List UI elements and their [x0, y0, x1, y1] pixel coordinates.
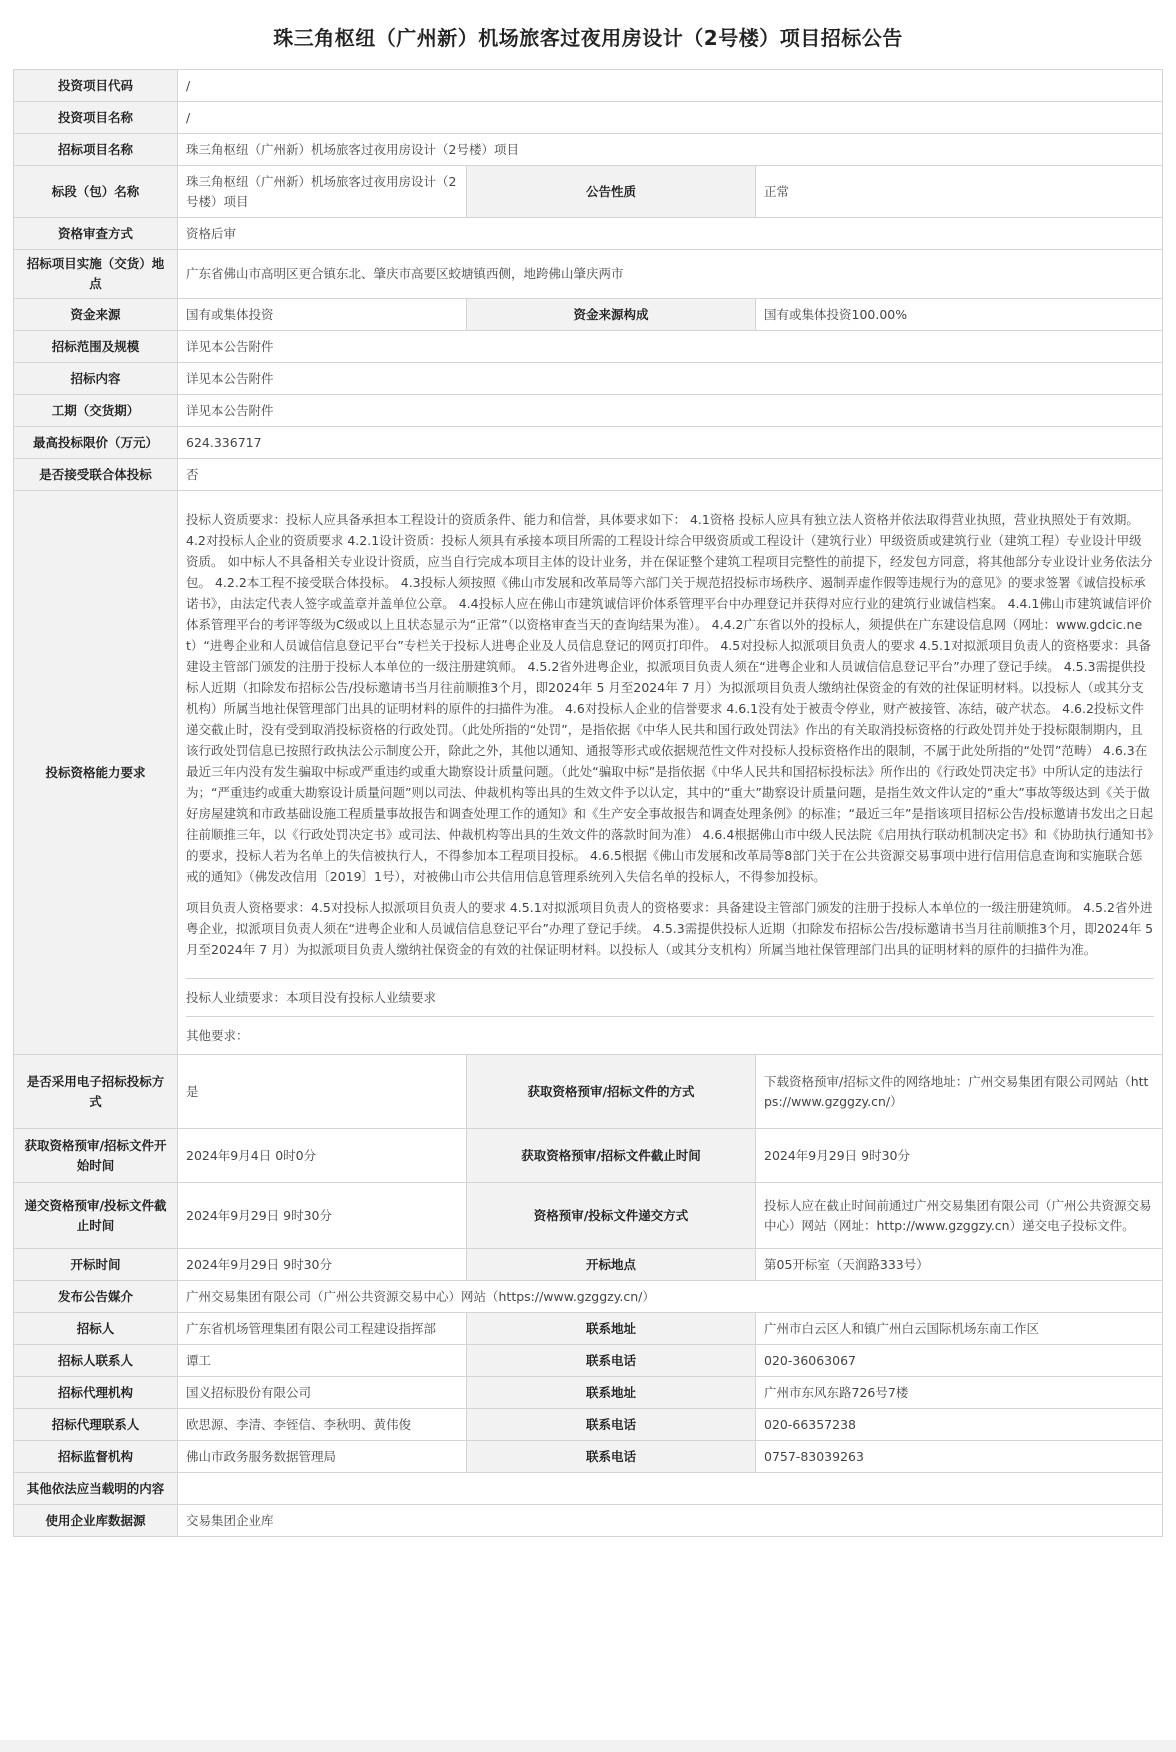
table-row: [14, 395, 1163, 427]
value-funding: 国有或集体投资: [178, 299, 467, 331]
value-supervisor: 佛山市政务服务数据管理局: [178, 1441, 467, 1473]
value-tender-name: 珠三角枢纽（广州新）机场旅客过夜用房设计（2号楼）项目: [178, 134, 1163, 166]
label-invest-code: 投资项目代码: [14, 70, 178, 102]
value-open-time: 2024年9月29日 9时30分: [178, 1249, 467, 1281]
value-get-start: 2024年9月4日 0时0分: [178, 1129, 467, 1183]
table-row: [14, 250, 1163, 299]
value-notice-nature: 正常: [756, 166, 1163, 218]
value-supervisor-phone: 0757-83039263: [756, 1441, 1163, 1473]
table-row: [14, 1473, 1163, 1505]
label-content: 招标内容: [14, 363, 178, 395]
other-requirement-text: 其他要求：: [186, 1016, 1154, 1054]
label-other-info: 其他依法应当载明的内容: [14, 1473, 178, 1505]
table-row: [14, 134, 1163, 166]
label-supervisor-phone: 联系电话: [467, 1441, 756, 1473]
bidder-qualification-text: 投标人资质要求：投标人应具备承担本工程设计的资质条件、能力和信誉，具体要求如下： 4.1资格 投标人应具有独立法人资格并依法取得营业执照，营业执照处于有效期。 4.2对投标人企业的资质要求 4.2.1设计资质：投标人须具有承接本项目所需的工程设计综合甲级资质或工程设计（建筑行业）甲级资质或建筑行业（建筑工程）专业设计甲级资质。 如中标人不具备相关专业设计资质，应当自行完成本项目主体的设计业务，并在保证整个建筑工程项目完整性的前提下，经发包方同意，将其他部分专业设计业务依法分包。 4.2.2本工程不接受联合体投标。 4.3投标人须按照《佛山市发展和改革局等六部门关于规范招投标市场秩序、遏制弄虚作假等违规行为的意见》的要求签署《诚信投标承诺书》，由法定代表人签字或盖章并盖单位公章。 4.4投标人应在佛山市建筑诚信评价体系管理平台中办理登记并获得对应行业的建筑行业诚信档案。 4.4.1佛山市建筑诚信评价体系管理平台的考评等级为C级或以上且状态显示为“正常”（以资格审查当天的查询结果为准）。 4.4.2广东省以外的投标人，须提供在广东建设信息网（网址：www.gdcic.net）“进粤企业和人员诚信信息登记平台”专栏关于投标人进粤企业及人员信息登记的网页打印件。 4.5对投标人拟派项目负责人的要求 4.5.1对拟派项目负责人的资格要求：具备建设主管部门颁发的注册于投标人本单位的一级注册建筑师。 4.5.2省外进粤企业，拟派项目负责人须在“进粤企业和人员诚信信息登记平台”办理了登记手续。 4.5.3需提供投标人近期（扣除发布招标公告/投标邀请书当月往前顺推3个月，即2024年 5 月至2024年 7 月）为拟派项目负责人缴纳社保资金的有效的社保证明材料。以投标人（或其分支机构）所属当地社保管理部门出具的证明材料的原件的扫描件为准。 4.6对投标人企业的信誉要求 4.6.1没有处于被责令停业，财产被接管、冻结，破产状态。 4.6.2投标文件递交截止时，没有受到取消投标资格的行政处罚。（此处所指的“处罚”，是指依据《中华人民共和国行政处罚法》作出的有关取消投标资格的行政处罚并处于投标限制期内，且该行政处罚信息已按照行政执法公示制度公开，除此之外，其他以通知、通报等形式或依据规范性文件对投标人投标资格作出的限制，不属于此处所指的“处罚”范畴） 4.6.3在最近三年内没有发生骗取中标或严重违约或重大勘察设计质量问题。（此处“骗取中标”是指依据《中华人民共和国招标投标法》所作出的《行政处罚决定书》中所认定的违法行为；“严重违约或重大勘察设计质量问题”则以司法、仲裁机构等出具的生效文件予以认定，其中的“重大”勘察设计质量问题，是指生效文件认定的“重大”事故等级达到《关于做好房屋建筑和市政基础设施工程质量事故报告和调查处理工作的通知》和《生产安全事故报告和调查处理条例》的标准；“最近三年”是指该项目招标公告/投标邀请书发出之日起往前顺推三年，以《行政处罚决定书》或司法、仲裁机构等出具的生效文件的落款时间为准） 4.6.4根据佛山市中级人民法院《启用执行联动机制决定书》和《协助执行通知书》的要求，投标人若为名单上的失信被执行人，不得参加本工程项目投标。 4.6.5根据《佛山市发展和改革局等8部门关于在公共资源交易事项中进行信用信息查询和实施联合惩戒的通知》（佛发改信用〔2019〕1号），对被佛山市公共信用信息管理系统列入失信名单的投标人，不得参加投标。: [186, 512, 1154, 884]
value-scope: 详见本公告附件: [178, 331, 1163, 363]
requirements-cell: [178, 491, 1163, 1055]
table-row: [14, 166, 1163, 218]
label-max-price: 最高投标限价（万元）: [14, 427, 178, 459]
label-tenderer: 招标人: [14, 1313, 178, 1345]
label-media: 发布公告媒介: [14, 1281, 178, 1313]
value-get-end: 2024年9月29日 9时30分: [756, 1129, 1163, 1183]
label-tender-name: 招标项目名称: [14, 134, 178, 166]
label-invest-name: 投资项目名称: [14, 102, 178, 134]
value-tenderer: 广东省机场管理集团有限公司工程建设指挥部: [178, 1313, 467, 1345]
value-qual-method: 资格后审: [178, 218, 1163, 250]
label-submit-deadline: 递交资格预审/投标文件截止时间: [14, 1183, 178, 1249]
value-submit-method: 投标人应在截止时间前通过广州交易集团有限公司（广州公共资源交易中心）网站（网址：http://www.gzggzy.cn）递交电子投标文件。: [756, 1183, 1163, 1249]
label-agency-phone: 联系电话: [467, 1409, 756, 1441]
table-row: [14, 102, 1163, 134]
label-notice-nature: 公告性质: [467, 166, 756, 218]
label-get-method: 获取资格预审/招标文件的方式: [467, 1055, 756, 1129]
table-row: [14, 491, 1163, 1055]
table-row: [14, 1129, 1163, 1183]
table-row: [14, 1441, 1163, 1473]
table-row: [14, 427, 1163, 459]
table-row: [14, 459, 1163, 491]
value-tenderer-contact: 谭工: [178, 1345, 467, 1377]
label-open-place: 开标地点: [467, 1249, 756, 1281]
value-database: 交易集团企业库: [178, 1505, 1163, 1537]
manager-qualification-text: 项目负责人资格要求：4.5对投标人拟派项目负责人的要求 4.5.1对拟派项目负责人的资格要求：具备建设主管部门颁发的注册于投标人本单位的一级注册建筑师。 4.5.2省外进粤企业，拟派项目负责人须在“进粤企业和人员诚信信息登记平台”办理了登记手续。 4.5.3需提供投标人近期（扣除发布招标公告/投标邀请书当月往前顺推3个月，即2024年 5 月至2024年 7 月）为拟派项目负责人缴纳社保资金的有效的社保证明材料。以投标人（或其分支机构）所属当地社保管理部门出具的证明材料的原件的扫描件为准。: [186, 900, 1154, 957]
page-title: 珠三角枢纽（广州新）机场旅客过夜用房设计（2号楼）项目招标公告: [273, 26, 903, 50]
value-joint-bid: 否: [178, 459, 1163, 491]
value-tenderer-phone: 020-36063067: [756, 1345, 1163, 1377]
label-get-end: 获取资格预审/招标文件截止时间: [467, 1129, 756, 1183]
value-period: 详见本公告附件: [178, 395, 1163, 427]
label-agency-contact: 招标代理联系人: [14, 1409, 178, 1441]
performance-requirement-text: 投标人业绩要求：本项目没有投标人业绩要求: [186, 978, 1154, 1016]
label-electronic: 是否采用电子招标投标方式: [14, 1055, 178, 1129]
label-database: 使用企业库数据源: [14, 1505, 178, 1537]
table-row: [14, 1183, 1163, 1249]
label-agency: 招标代理机构: [14, 1377, 178, 1409]
value-invest-code: /: [178, 70, 1163, 102]
table-row: [14, 299, 1163, 331]
label-submit-method: 资格预审/投标文件递交方式: [467, 1183, 756, 1249]
label-joint-bid: 是否接受联合体投标: [14, 459, 178, 491]
bottom-strip: [0, 1740, 1176, 1752]
value-location: 广东省佛山市高明区更合镇东北、肇庆市高要区蛟塘镇西侧，地跨佛山肇庆两市: [178, 250, 1163, 299]
value-agency-contact: 欧思源、李清、李铚信、李秋明、黄伟俊: [178, 1409, 467, 1441]
value-funding-composition: 国有或集体投资100.00%: [756, 299, 1163, 331]
table-row: [14, 1249, 1163, 1281]
table-row: [14, 1505, 1163, 1537]
label-supervisor: 招标监督机构: [14, 1441, 178, 1473]
table-row: [14, 1377, 1163, 1409]
table-row: [14, 1409, 1163, 1441]
value-tenderer-address: 广州市白云区人和镇广州白云国际机场东南工作区: [756, 1313, 1163, 1345]
label-tenderer-phone: 联系电话: [467, 1345, 756, 1377]
value-agency-phone: 020-66357238: [756, 1409, 1163, 1441]
value-get-method: 下载资格预审/招标文件的网络地址：广州交易集团有限公司网站（https://www.gzggzy.cn/）: [756, 1055, 1163, 1129]
value-section-name: 珠三角枢纽（广州新）机场旅客过夜用房设计（2号楼）项目: [178, 166, 467, 218]
label-agency-address: 联系地址: [467, 1377, 756, 1409]
value-electronic: 是: [178, 1055, 467, 1129]
table-row: [14, 1313, 1163, 1345]
value-max-price: 624.336717: [178, 427, 1163, 459]
value-open-place: 第05开标室（天润路333号）: [756, 1249, 1163, 1281]
label-requirements: 投标资格能力要求: [14, 491, 178, 1055]
value-agency-address: 广州市东风东路726号7楼: [756, 1377, 1163, 1409]
table-row: [14, 1055, 1163, 1129]
label-open-time: 开标时间: [14, 1249, 178, 1281]
table-row: [14, 363, 1163, 395]
label-period: 工期（交货期）: [14, 395, 178, 427]
table-row: [14, 1345, 1163, 1377]
table-row: [14, 218, 1163, 250]
value-content: 详见本公告附件: [178, 363, 1163, 395]
label-get-start: 获取资格预审/招标文件开始时间: [14, 1129, 178, 1183]
table-row: [14, 70, 1163, 102]
label-scope: 招标范围及规模: [14, 331, 178, 363]
value-invest-name: /: [178, 102, 1163, 134]
announcement-table: [13, 69, 1163, 1537]
label-section-name: 标段（包）名称: [14, 166, 178, 218]
value-other-info: [178, 1473, 1163, 1505]
table-row: [14, 331, 1163, 363]
label-funding: 资金来源: [14, 299, 178, 331]
label-funding-composition: 资金来源构成: [467, 299, 756, 331]
label-tenderer-address: 联系地址: [467, 1313, 756, 1345]
label-location: 招标项目实施（交货）地点: [14, 250, 178, 299]
value-media: 广州交易集团有限公司（广州公共资源交易中心）网站（https://www.gzggzy.cn/）: [178, 1281, 1163, 1313]
table-row: [14, 1281, 1163, 1313]
label-tenderer-contact: 招标人联系人: [14, 1345, 178, 1377]
label-qual-method: 资格审查方式: [14, 218, 178, 250]
value-agency: 国义招标股份有限公司: [178, 1377, 467, 1409]
value-submit-deadline: 2024年9月29日 9时30分: [178, 1183, 467, 1249]
